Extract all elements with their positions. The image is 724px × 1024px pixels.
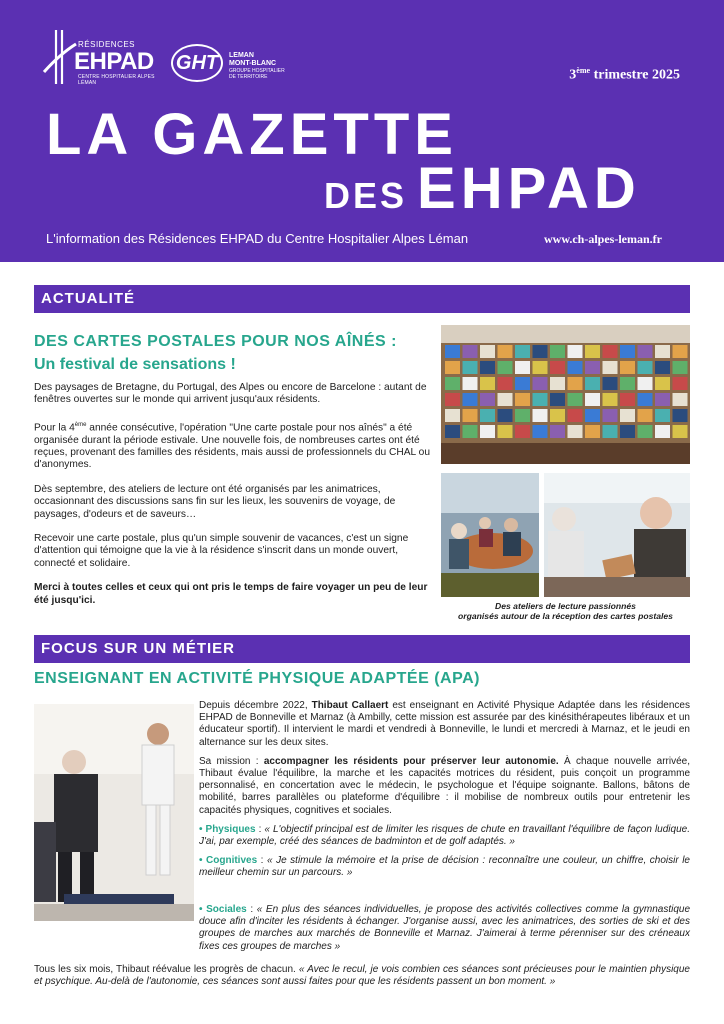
postcard-thumbnail (445, 425, 460, 438)
postcard-thumbnail (603, 425, 618, 438)
postcard-thumbnail (585, 361, 600, 374)
gazette-title-line1: LA GAZETTE (46, 102, 458, 167)
postcard-thumbnail (568, 409, 583, 422)
postcard-thumbnail (463, 425, 478, 438)
postcard-thumbnail (445, 361, 460, 374)
postcard-thumbnail (533, 345, 548, 358)
postcard-thumbnail (463, 393, 478, 406)
postcard-thumbnail (638, 393, 653, 406)
bullet-dot-icon: • (199, 823, 206, 835)
logo-residences-text: RÉSIDENCES (78, 40, 136, 49)
issue-quarter: 3ème trimestre 2025 (569, 66, 680, 83)
bullet-cognitives: • Cognitives : « Je stimule la mémoire et la prise de décision : reconnaître une couleur, un chiffre, choisir le meilleur chemin sur un parcours. » (199, 855, 690, 879)
section-focus: FOCUS SUR UN MÉTIER (34, 635, 690, 663)
article-body (34, 382, 432, 619)
postcard-thumbnail (463, 409, 478, 422)
focus-body (199, 700, 690, 887)
tagline: L'information des Résidences EHPAD du Centre Hospitalier Alpes Léman (46, 231, 469, 246)
postcard-thumbnail (533, 425, 548, 438)
photo-caption: Des ateliers de lecture passionnés organisés autour de la réception des cartes postales (458, 601, 673, 621)
postcards-photo (441, 325, 690, 464)
postcard-thumbnail (673, 425, 688, 438)
postcard-thumbnail (655, 377, 670, 390)
postcard-thumbnail (463, 361, 478, 374)
postcard-thumbnail (585, 393, 600, 406)
postcard-thumbnail (515, 409, 530, 422)
article-subhead: Un festival de sensations ! (34, 356, 236, 373)
closing-paragraph: Tous les six mois, Thibaut réévalue les progrès de chacun. « Avec le recul, je vois combien ces séances sont précieuses pour le maintien physique et psychique. Au-delà de l'autonomie, ces séances sont aussi faites pour que les résidents passent un bon moment. » (34, 964, 690, 988)
postcard-thumbnail (638, 377, 653, 390)
postcard-thumbnail (463, 345, 478, 358)
apa-image-icon (34, 704, 194, 921)
postcard-thumbnail (638, 345, 653, 358)
article-headline: DES CARTES POSTALES POUR NOS AÎNÉS : (34, 333, 397, 350)
ght-text: LEMAN MONT-BLANC GROUPE HOSPITALIER DE TERRITOIRE (229, 52, 285, 80)
postcard-thumbnail (655, 361, 670, 374)
postcard-thumbnail (463, 377, 478, 390)
postcard-thumbnail (550, 361, 565, 374)
apa-session-photo (34, 704, 194, 921)
logo-ehpad-text: EHPAD (74, 48, 154, 75)
thanks-paragraph: Merci à toutes celles et ceux qui ont pris le temps de faire voyager un peu de leur été jusqu'ici. (34, 582, 428, 606)
paragraph: Depuis décembre 2022, Thibaut Callaert est enseignant en Activité Physique Adaptée dans les résidences EHPAD de Bonneville et Marnaz (à Ambilly, cette mission est assurée par des kinésithérapeutes libéraux et un éducateur sportif). Il intervient le mardi et vendredi à Bonneville, le lundi et mercredi à Marnaz, et le jeudi en alternance sur les deux sites. (199, 700, 690, 748)
paragraph: Recevoir une carte postale, plus qu'un simple souvenir de vacances, c'est un signe d'attention qui témoigne que la vie à la résidence s'inscrit dans un monde ouvert, connecté et solidaire. (34, 533, 409, 569)
resident-image-icon (544, 473, 690, 597)
residences-mark-icon (42, 28, 78, 86)
postcard-thumbnail (550, 377, 565, 390)
postcard-thumbnail (620, 361, 635, 374)
bullet-physiques: • Physiques : « L'objectif principal est de limiter les risques de chute en travaillant l'équilibre de façon ludique. J'ai, par exemple, créé des séances de badminton et de golf adaptés. » (199, 823, 690, 848)
postcard-thumbnail (585, 425, 600, 438)
logo-chal-text: CENTRE HOSPITALIER ALPES LÉMAN (78, 74, 155, 86)
postcard-thumbnail (498, 425, 513, 438)
paragraph: Dès septembre, des ateliers de lecture ont été organisés par les animatrices, occasionnant des discussions sans fin sur les lieux, les souvenirs de voyage, de paysages, d'odeurs et de saveurs… (34, 483, 396, 520)
postcard-thumbnail (533, 361, 548, 374)
postcard-thumbnail (673, 409, 688, 422)
postcard-thumbnail (673, 393, 688, 406)
postcard-thumbnail (515, 345, 530, 358)
postcard-thumbnail (655, 345, 670, 358)
postcard-thumbnail (515, 361, 530, 374)
postcard-thumbnail (445, 393, 460, 406)
postcard-thumbnail (603, 345, 618, 358)
postcard-thumbnail (515, 425, 530, 438)
postcard-thumbnail (533, 393, 548, 406)
postcard-thumbnail (655, 425, 670, 438)
section-actualite: ACTUALITÉ (34, 285, 690, 313)
postcard-thumbnail (673, 377, 688, 390)
postcard-thumbnail (533, 409, 548, 422)
postcard-thumbnail (498, 361, 513, 374)
postcard-thumbnail (620, 409, 635, 422)
postcard-thumbnail (603, 361, 618, 374)
paragraph: Pour la 4ème année consécutive, l'opération "Une carte postale pour nos aînés" a été organisée durant la période estivale. Une nouvelle fois, de nombreuses cartes ont été reçues, provenant des familles des résidents, mais aussi de professionnels du CHAL ou d'anonymes. (34, 421, 431, 471)
bullet-dot-icon: • (199, 904, 207, 915)
postcard-thumbnail (550, 393, 565, 406)
reading-workshop-photo (441, 473, 539, 597)
postcard-thumbnail (480, 361, 495, 374)
postcard-thumbnail (638, 425, 653, 438)
postcard-thumbnail (480, 425, 495, 438)
postcard-thumbnail (655, 409, 670, 422)
ght-logo[interactable] (171, 44, 301, 84)
postcard-thumbnail (550, 409, 565, 422)
postcard-thumbnail (620, 425, 635, 438)
postcard-thumbnail (445, 345, 460, 358)
postcard-thumbnail (603, 377, 618, 390)
masthead (0, 0, 724, 262)
group-table-image-icon (441, 473, 539, 597)
postcard-thumbnail (638, 361, 653, 374)
postcard-thumbnail (480, 409, 495, 422)
postcard-thumbnail (655, 393, 670, 406)
postcard-thumbnail (515, 377, 530, 390)
postcard-thumbnail (620, 393, 635, 406)
postcard-thumbnail (445, 409, 460, 422)
postcard-thumbnail (515, 393, 530, 406)
paragraph: Sa mission : accompagner les résidents pour préserver leur autonomie. À chaque nouvelle arrivée, Thibaut évalue l'équilibre, la marche et les capacités motrices du résident, puis conçoit un programme personnalisé, en concertation avec le médecin, le psychologue et l'équipe soignante. Ballons, bâtons de mobilité, barres parallèles ou plateforme d'équilibre : il mobilise de nombreux outils pour entretenir les capacités physiques, cognitives et sociales. (199, 755, 691, 816)
postcard-thumbnail (603, 393, 618, 406)
postcard-thumbnail (568, 393, 583, 406)
postcard-thumbnail (673, 361, 688, 374)
postcard-thumbnail (498, 345, 513, 358)
postcard-thumbnail (568, 377, 583, 390)
focus-headline: ENSEIGNANT EN ACTIVITÉ PHYSIQUE ADAPTÉE (APA) (34, 670, 480, 687)
postcard-thumbnail (603, 409, 618, 422)
postcard-thumbnail (550, 425, 565, 438)
postcard-thumbnail (568, 425, 583, 438)
postcards-image-icon (441, 325, 690, 464)
postcard-thumbnail (568, 361, 583, 374)
postcard-thumbnail (673, 345, 688, 358)
postcard-thumbnail (568, 345, 583, 358)
postcard-thumbnail (480, 345, 495, 358)
ehpad-logo[interactable] (42, 28, 172, 88)
postcard-thumbnail (498, 409, 513, 422)
gazette-title-line2: DES EHPAD (324, 156, 641, 221)
bullet-dot-icon: • (199, 855, 207, 867)
postcard-thumbnail (498, 393, 513, 406)
ght-badge: GHT (171, 44, 223, 82)
postcard-thumbnail (550, 345, 565, 358)
paragraph: Des paysages de Bretagne, du Portugal, des Alpes ou encore de Barcelone : autant de fenêtres ouvertes sur le monde qui arrivent jusqu'aux résidents. (34, 382, 427, 406)
postcard-thumbnail (480, 393, 495, 406)
resident-reading-photo (544, 473, 690, 597)
postcard-thumbnail (620, 345, 635, 358)
postcard-thumbnail (480, 377, 495, 390)
postcard-thumbnail (585, 409, 600, 422)
postcard-thumbnail (620, 377, 635, 390)
postcard-thumbnail (533, 377, 548, 390)
bullet-sociales: • Sociales : « En plus des séances individuelles, je propose des activités collectives comme la gymnastique douce afin d'inciter les résidents à échanger. J'organise aussi, avec les animatrices, des sorties de ski et des groupes de marches aux marchés de Bonneville et Marnaz. J'aimerai à terme pérenniser sur des créneaux fixes ces groupes de marches » (199, 904, 691, 952)
website-link[interactable]: www.ch-alpes-leman.fr (544, 232, 662, 246)
postcard-thumbnail (585, 345, 600, 358)
postcard-thumbnail (585, 377, 600, 390)
postcard-thumbnail (445, 377, 460, 390)
postcard-thumbnail (498, 377, 513, 390)
postcard-thumbnail (638, 409, 653, 422)
